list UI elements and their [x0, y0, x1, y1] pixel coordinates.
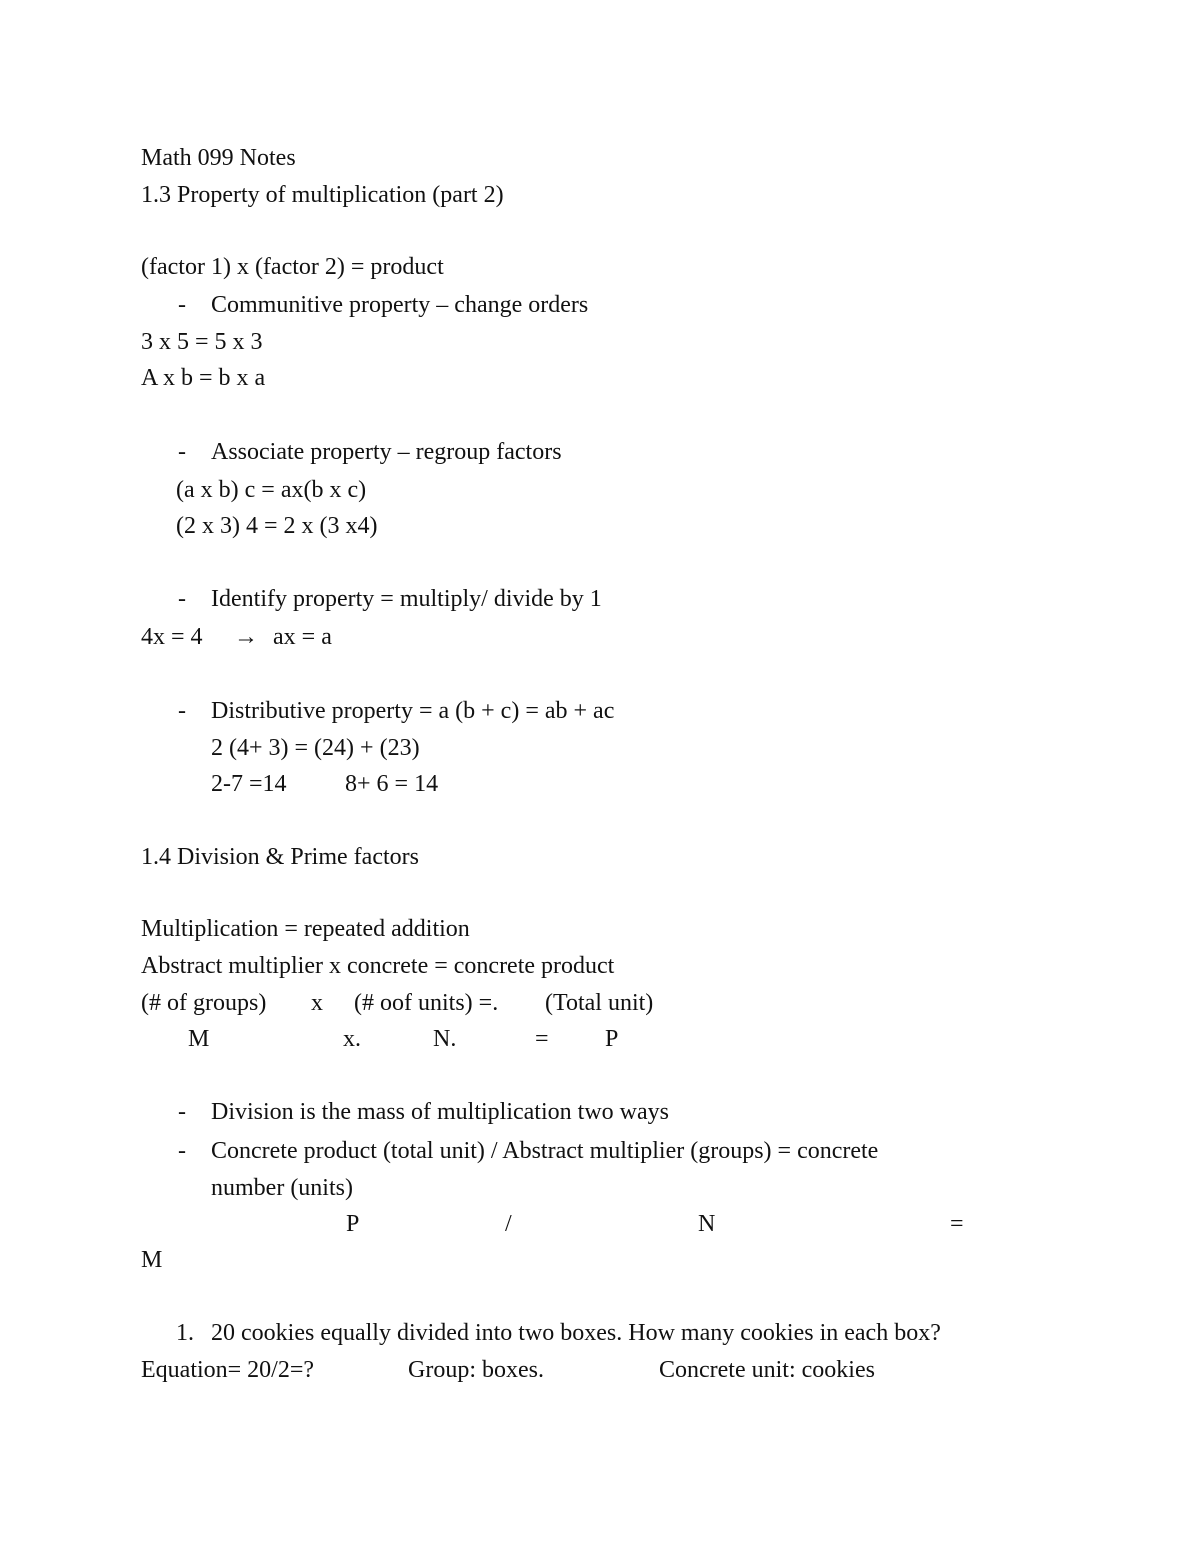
bullet-dash: - [178, 586, 186, 612]
pnm-m: M [141, 1247, 163, 1273]
division-inverse-statement: Division is the mass of multiplication two ways [211, 1099, 669, 1125]
document-title: Math 099 Notes [141, 145, 296, 171]
problem-group: Group: boxes. [408, 1357, 544, 1383]
total-unit-label: (Total unit) [545, 990, 654, 1016]
mnp-m: M [188, 1026, 210, 1052]
problem-question: 20 cookies equally divided into two boxes. How many cookies in each box? [211, 1320, 941, 1346]
problem-equation: Equation= 20/2=? [141, 1357, 315, 1383]
associative-property-label: Associate property – regroup factors [211, 439, 562, 465]
mnp-n: N. [433, 1026, 457, 1052]
distributive-property-label: Distributive property = a (b + c) = ab + ac [211, 698, 615, 724]
section-heading-1-4: 1.4 Division & Prime factors [141, 844, 419, 870]
problem-number: 1. [176, 1320, 194, 1346]
units-label: (# oof units) =. [354, 990, 499, 1016]
pnm-equals: = [950, 1211, 964, 1237]
associative-example-variables: (a x b) c = ax(b x c) [176, 477, 367, 503]
division-formula-line-1: Concrete product (total unit) / Abstract multiplier (groups) = concrete [211, 1138, 879, 1164]
section-heading-1-3: 1.3 Property of multiplication (part 2) [141, 182, 504, 208]
distributive-example-2a: 2-7 =14 [211, 771, 287, 797]
distributive-example-2b: 8+ 6 = 14 [345, 771, 439, 797]
bullet-dash: - [178, 292, 186, 318]
problem-concrete-unit: Concrete unit: cookies [659, 1357, 875, 1383]
groups-label: (# of groups) [141, 990, 267, 1016]
distributive-example-1: 2 (4+ 3) = (24) + (23) [211, 735, 420, 761]
bullet-dash: - [178, 1099, 186, 1125]
commutative-example-variables: A x b = b x a [141, 365, 266, 391]
right-arrow-icon: → [234, 624, 258, 650]
groups-times: x [311, 990, 323, 1016]
product-definition: (factor 1) x (factor 2) = product [141, 254, 444, 280]
repeated-addition-line: Multiplication = repeated addition [141, 916, 470, 942]
bullet-dash: - [178, 698, 186, 724]
bullet-dash: - [178, 1138, 186, 1164]
commutative-property-label: Communitive property – change orders [211, 292, 589, 318]
mnp-p: P [605, 1026, 619, 1052]
mnp-equals: = [535, 1026, 549, 1052]
commutative-example-numeric: 3 x 5 = 5 x 3 [141, 329, 263, 355]
bullet-dash: - [178, 439, 186, 465]
pnm-n: N [698, 1211, 716, 1237]
pnm-p: P [346, 1211, 360, 1237]
identity-property-label: Identify property = multiply/ divide by 1 [211, 586, 602, 612]
identity-example-right: ax = a [273, 624, 332, 650]
mnp-x: x. [343, 1026, 361, 1052]
pnm-slash: / [505, 1211, 512, 1237]
division-formula-line-2: number (units) [211, 1175, 353, 1201]
abstract-multiplier-line: Abstract multiplier x concrete = concrete product [141, 953, 615, 979]
identity-example-left: 4x = 4 [141, 624, 203, 650]
associative-example-numeric: (2 x 3) 4 = 2 x (3 x4) [176, 513, 378, 539]
